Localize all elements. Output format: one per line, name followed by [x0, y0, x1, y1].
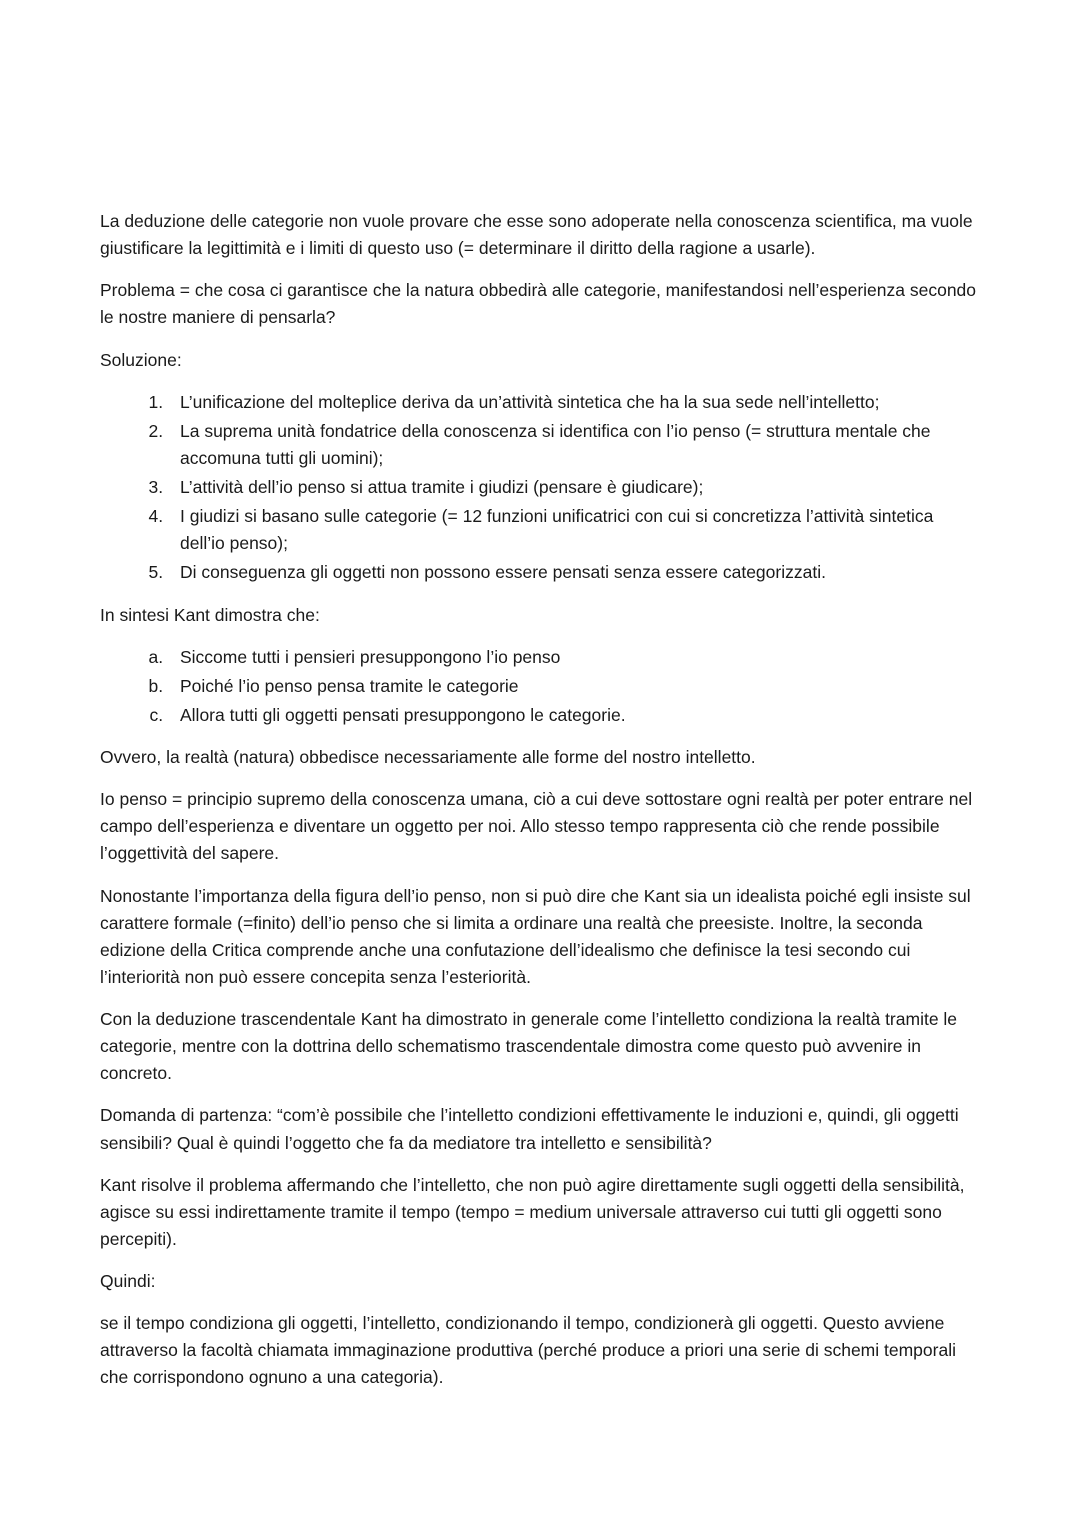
paragraph-ovvero: Ovvero, la realtà (natura) obbedisce necessariamente alle forme del nostro intelletto.: [100, 747, 756, 767]
list-item: c. Allora tutti gli oggetti pensati presuppongono le categorie.: [168, 702, 982, 729]
numbered-list: [100, 389, 982, 587]
lettered-list: [100, 644, 982, 729]
paragraph-intro: La deduzione delle categorie non vuole provare che esse sono adoperate nella conoscenza scientifica, ma vuole giustificare la legittimità e i limiti di questo uso (= determinare il diritto della ragione a usarle).: [100, 211, 973, 259]
list-item: 5. Di conseguenza gli oggetti non possono essere pensati senza essere categorizzati.: [168, 559, 982, 586]
paragraph-schematismo: Con la deduzione trascendentale Kant ha dimostrato in generale come l’intelletto condiziona la realtà tramite le categorie, mentre con la dottrina dello schematismo trascendentale dimostra come questo può avvenire in concreto.: [100, 1009, 958, 1084]
list-item: b. Poiché l’io penso pensa tramite le categorie: [168, 673, 982, 700]
paragraph-tempo: Kant risolve il problema affermando che l’intelletto, che non può agire direttamente sugli oggetti della sensibilità, agisce su essi indirettamente tramite il tempo (tempo = medium universale attraverso cui tutti gli oggetti sono percepiti).: [100, 1174, 965, 1249]
list-item: 3. L’attività dell’io penso si attua tramite i giudizi (pensare è giudicare);: [168, 474, 982, 501]
paragraph-soluzione-label: Soluzione:: [100, 349, 182, 370]
list-item: 2. La suprema unità fondatrice della conoscenza si identifica con l’io penso (= struttura mentale che accomuna tutti gli uomini);: [168, 418, 982, 472]
paragraph-sintesi-label: In sintesi Kant dimostra che:: [100, 604, 320, 625]
list-item: 1. L’unificazione del molteplice deriva da un’attività sintetica che ha la sua sede nell’intelletto;: [168, 389, 982, 416]
paragraph-domanda: Domanda di partenza: “com’è possibile che l’intelletto condizioni effettivamente le induzioni e, quindi, gli oggetti sensibili? Qual è quindi l’oggetto che fa da mediatore tra intelletto e sensibilità?: [100, 1105, 959, 1153]
list-item: a. Siccome tutti i pensieri presuppongono l’io penso: [168, 644, 982, 671]
paragraph-problema: Problema = che cosa ci garantisce che la natura obbedirà alle categorie, manifestandosi nell’esperienza secondo le nostre maniere di pensarla?: [100, 280, 977, 328]
list-item: 4. I giudizi si basano sulle categorie (= 12 funzioni unificatrici con cui si concretizza l’attività sintetica dell’io penso);: [168, 503, 982, 557]
paragraph-idealismo: Nonostante l’importanza della figura dell’io penso, non si può dire che Kant sia un idealista poiché egli insiste sul carattere formale (=finito) dell’io penso che si limita a ordinare una realtà che preesiste. Inoltre, la seconda edizione della Critica comprende anche una confutazione dell’idealismo che definisce la tesi secondo cui l’interiorità non può essere concepita senza l’esteriorità.: [100, 885, 971, 987]
paragraph-io-penso: Io penso = principio supremo della conoscenza umana, ciò a cui deve sottostare ogni realtà per poter entrare nel campo dell’esperienza e diventare un oggetto per noi. Allo stesso tempo rappresenta ciò che rende possibile l’oggettività del sapere.: [100, 789, 973, 864]
paragraph-conclusione: se il tempo condiziona gli oggetti, l’intelletto, condizionando il tempo, condizionerà gli oggetti. Questo avviene attraverso la facoltà chiamata immaginazione produttiva (perché produce a priori una serie di schemi temporali che corrispondono ognuno a una categoria).: [100, 1313, 956, 1388]
paragraph-quindi-label: Quindi:: [100, 1271, 156, 1291]
